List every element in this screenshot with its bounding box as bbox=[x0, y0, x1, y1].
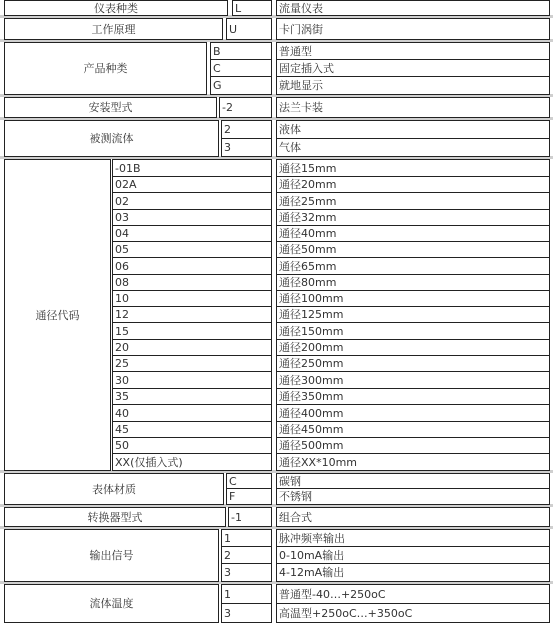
option-description: 液体 bbox=[276, 120, 550, 139]
option-description: 就地显示 bbox=[276, 76, 550, 95]
option-description: 通径20mm bbox=[276, 176, 550, 193]
option-description: 4-12mA输出 bbox=[276, 563, 550, 582]
option-code: F bbox=[226, 488, 272, 505]
option-description: 通径400mm bbox=[276, 404, 550, 422]
row-label: 表体材质 bbox=[4, 473, 224, 505]
option-code: 05 bbox=[112, 241, 272, 258]
option-code: C bbox=[210, 59, 272, 77]
option-description: 通径250mm bbox=[276, 355, 550, 372]
option-code: 40 bbox=[112, 404, 272, 422]
option-code: 12 bbox=[112, 306, 272, 323]
option-code: C bbox=[226, 473, 272, 489]
option-code: U bbox=[226, 18, 272, 40]
option-description: 通径500mm bbox=[276, 437, 550, 454]
row-label: 转换器型式 bbox=[4, 507, 226, 527]
option-code: 1 bbox=[221, 529, 272, 547]
row-label: 流体温度 bbox=[4, 584, 219, 623]
row-label: 产品种类 bbox=[4, 42, 207, 95]
option-code: 2 bbox=[221, 546, 272, 564]
option-description: 通径100mm bbox=[276, 290, 550, 307]
option-description: 固定插入式 bbox=[276, 59, 550, 77]
option-description: 通径300mm bbox=[276, 371, 550, 389]
row-label: 仪表种类 bbox=[4, 0, 228, 16]
option-code: L bbox=[232, 0, 272, 16]
option-description: 卡门涡街 bbox=[276, 18, 550, 40]
option-description: 通径125mm bbox=[276, 306, 550, 323]
option-code: 25 bbox=[112, 355, 272, 372]
option-code: 20 bbox=[112, 339, 272, 356]
row-label: 输出信号 bbox=[4, 529, 219, 582]
row-label: 被测流体 bbox=[4, 120, 219, 157]
option-code: 50 bbox=[112, 437, 272, 454]
option-code: 08 bbox=[112, 274, 272, 291]
option-description: 通径32mm bbox=[276, 209, 550, 226]
option-code: XX(仅插入式) bbox=[112, 453, 272, 471]
option-code: 02 bbox=[112, 192, 272, 210]
row-label: 通径代码 bbox=[4, 159, 111, 471]
row-label: 工作原理 bbox=[4, 18, 223, 40]
option-code: 2 bbox=[221, 120, 272, 139]
option-code: -1 bbox=[228, 507, 272, 527]
option-description: 法兰卡装 bbox=[276, 97, 550, 118]
option-description: 碳钢 bbox=[276, 473, 550, 489]
option-description: 通径25mm bbox=[276, 192, 550, 210]
option-description: 通径50mm bbox=[276, 241, 550, 258]
option-code: 3 bbox=[221, 138, 272, 157]
option-description: 普通型 bbox=[276, 42, 550, 60]
option-code: 3 bbox=[221, 563, 272, 582]
option-description: 通径150mm bbox=[276, 322, 550, 340]
option-description: 通径XX*10mm bbox=[276, 453, 550, 471]
option-description: 0-10mA输出 bbox=[276, 546, 550, 564]
option-code: 30 bbox=[112, 371, 272, 389]
option-description: 通径450mm bbox=[276, 421, 550, 438]
option-description: 普通型-40…+250oC bbox=[276, 584, 550, 604]
option-code: 02A bbox=[112, 176, 272, 193]
option-description: 组合式 bbox=[276, 507, 550, 527]
option-description: 通径15mm bbox=[276, 159, 550, 177]
option-description: 脉冲频率输出 bbox=[276, 529, 550, 547]
option-description: 气体 bbox=[276, 138, 550, 157]
option-code: 15 bbox=[112, 322, 272, 340]
option-description: 流量仪表 bbox=[276, 0, 550, 16]
option-code: B bbox=[210, 42, 272, 60]
option-description: 高温型+250oC…+350oC bbox=[276, 603, 550, 623]
option-code: G bbox=[210, 76, 272, 95]
row-label: 安装型式 bbox=[4, 97, 217, 118]
option-description: 通径40mm bbox=[276, 225, 550, 242]
option-description: 不锈钢 bbox=[276, 488, 550, 505]
option-code: 45 bbox=[112, 421, 272, 438]
option-code: 03 bbox=[112, 209, 272, 226]
option-code: 10 bbox=[112, 290, 272, 307]
option-code: 04 bbox=[112, 225, 272, 242]
option-description: 通径80mm bbox=[276, 274, 550, 291]
option-description: 通径350mm bbox=[276, 388, 550, 405]
option-code: -2 bbox=[219, 97, 272, 118]
option-code: 06 bbox=[112, 257, 272, 275]
option-code: 1 bbox=[221, 584, 272, 604]
option-description: 通径65mm bbox=[276, 257, 550, 275]
option-code: 35 bbox=[112, 388, 272, 405]
option-code: -01B bbox=[112, 159, 272, 177]
option-description: 通径200mm bbox=[276, 339, 550, 356]
option-code: 3 bbox=[221, 603, 272, 623]
